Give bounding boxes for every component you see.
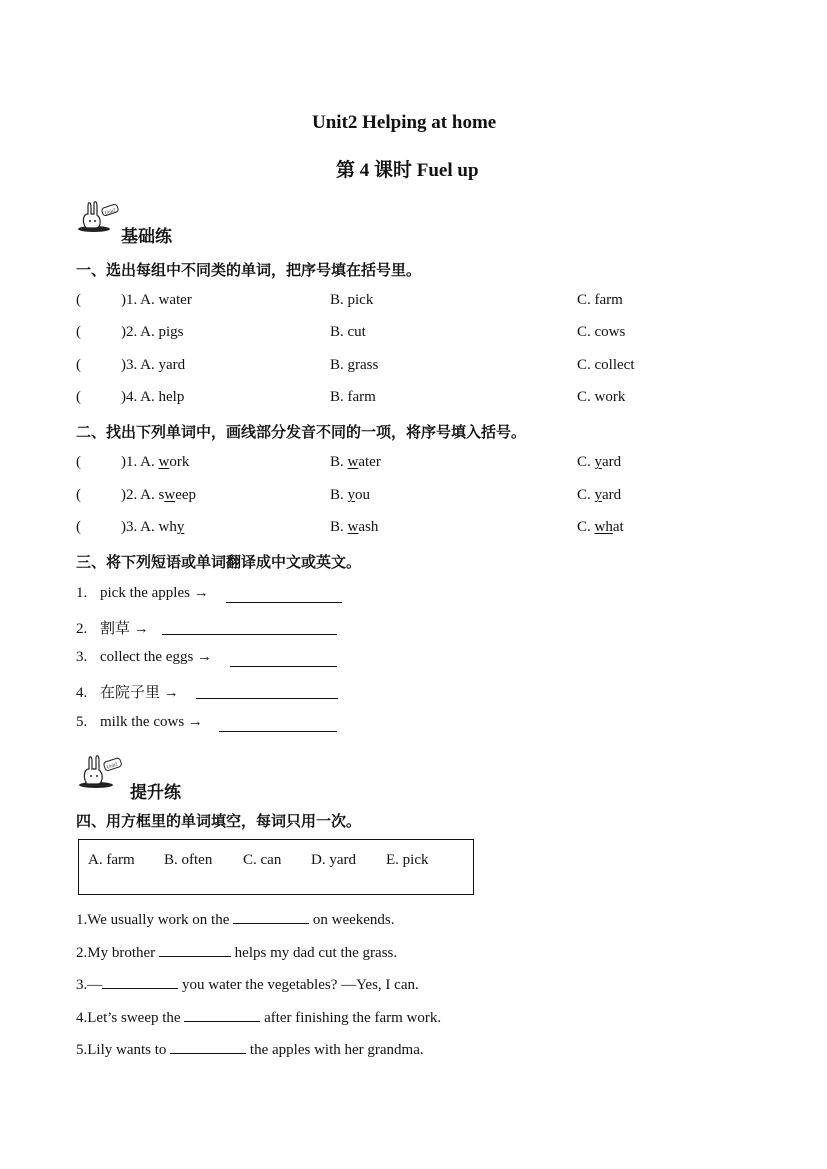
option-a: yard	[158, 357, 186, 373]
option-b: B. grass	[330, 357, 379, 373]
item-number: 5.	[76, 714, 88, 730]
item-number: )3. A.	[121, 357, 159, 373]
word-part: ash	[358, 519, 379, 535]
answer-paren: (	[76, 324, 81, 340]
answer-paren: (	[76, 454, 81, 470]
rabbit-icon	[76, 754, 124, 790]
option-b: B. pick	[330, 292, 374, 308]
item-number: )2. A.	[121, 324, 159, 340]
word-bank-item: E. pick	[386, 852, 429, 868]
list-item	[76, 714, 203, 731]
part1-row	[76, 357, 185, 374]
section-label-advanced: 提升练	[130, 783, 181, 803]
word-part: ater	[358, 454, 381, 470]
answer-paren: (	[76, 357, 81, 373]
word-bank-item: A. farm	[88, 852, 135, 868]
part2-row	[76, 487, 196, 504]
fill-blank[interactable]	[184, 1007, 260, 1022]
option-b	[330, 487, 370, 504]
option-c	[577, 454, 621, 471]
option-c: C. collect	[577, 357, 635, 373]
list-item	[76, 909, 395, 929]
fill-blank[interactable]	[102, 974, 178, 989]
sentence-start: 1.We usually work on the	[76, 912, 230, 928]
part1-row	[76, 389, 184, 406]
item-number: )2. A.	[121, 487, 159, 503]
word-bank-item: B. often	[164, 852, 213, 868]
option-b	[330, 454, 381, 471]
sentence-start: 2.My brother	[76, 945, 156, 961]
answer-line[interactable]	[196, 684, 338, 699]
word-part: B.	[330, 487, 348, 503]
word-part: at	[612, 519, 624, 535]
answer-paren: (	[76, 519, 81, 535]
underlined-letters: w	[164, 487, 176, 503]
answer-line[interactable]	[219, 717, 337, 732]
word-part: wh	[158, 519, 177, 535]
word-part: C.	[577, 454, 595, 470]
word-bank-item: C. can	[243, 852, 282, 868]
option-c	[577, 519, 624, 536]
sentence-end: helps my dad cut the grass.	[234, 945, 398, 961]
item-text: milk the cows →	[100, 714, 203, 730]
sentence-start: 4.Let’s sweep the	[76, 1010, 181, 1026]
underlined-letters: y	[594, 454, 603, 470]
answer-paren: (	[76, 292, 81, 308]
page-title: Unit2 Helping at home	[312, 112, 497, 133]
item-text: 在院子里 →	[100, 685, 179, 701]
sentence-end: the apples with her grandma.	[249, 1042, 424, 1058]
sentence-end: after finishing the farm work.	[264, 1010, 442, 1026]
item-text: 割草 →	[100, 621, 149, 637]
underlined-letters: y	[594, 487, 603, 503]
word-part: s	[158, 487, 165, 503]
section-label-basic: 基础练	[121, 227, 172, 247]
underlined-letters: w	[347, 519, 359, 535]
underlined-letters: y	[347, 487, 356, 503]
item-number: 4.	[76, 685, 88, 701]
item-number: 1.	[76, 585, 88, 601]
word-part: ard	[602, 454, 622, 470]
answer-line[interactable]	[230, 652, 337, 667]
item-number: 3.	[76, 649, 88, 665]
item-text: collect the eggs →	[100, 649, 213, 665]
sentence-start: 3.—	[76, 977, 103, 993]
sentence-start: 5.Lily wants to	[76, 1042, 167, 1058]
underlined-letters: w	[158, 454, 170, 470]
part3-instruction: 三、将下列短语或单词翻译成中文或英文。	[76, 553, 362, 571]
badge-label: Unit2	[104, 208, 117, 217]
word-part: C.	[577, 519, 595, 535]
list-item	[76, 681, 179, 702]
part2-row	[76, 519, 184, 536]
word-part: ork	[169, 454, 190, 470]
part4-instruction: 四、用方框里的单词填空，每词只用一次。	[76, 812, 362, 830]
word-part: B.	[330, 519, 348, 535]
part2-instruction: 二、找出下列单词中，画线部分发音不同的一项，将序号填入括号。	[76, 423, 527, 441]
option-b: B. farm	[330, 389, 376, 405]
answer-paren: (	[76, 487, 81, 503]
word-bank-item: D. yard	[311, 852, 356, 868]
option-b: B. cut	[330, 324, 366, 340]
option-a: water	[158, 292, 192, 308]
item-number: )1. A.	[121, 292, 159, 308]
sentence-end: on weekends.	[312, 912, 395, 928]
option-a: pigs	[158, 324, 184, 340]
list-item	[76, 585, 209, 602]
item-text: pick the apples →	[100, 585, 209, 601]
option-c: C. work	[577, 389, 626, 405]
option-a: help	[158, 389, 185, 405]
option-b	[330, 519, 378, 536]
list-item	[76, 649, 212, 666]
part1-row	[76, 292, 192, 309]
badge-label: Unit2	[106, 762, 119, 771]
list-item	[76, 942, 397, 962]
fill-blank[interactable]	[233, 909, 309, 924]
underlined-letters: y	[176, 519, 185, 535]
list-item	[76, 974, 419, 994]
option-c: C. farm	[577, 292, 623, 308]
word-part: C.	[577, 487, 595, 503]
underlined-letters: wh	[594, 519, 613, 535]
word-part: eep	[175, 487, 197, 503]
part1-row	[76, 324, 184, 341]
rabbit-icon	[76, 200, 120, 234]
option-c: C. cows	[577, 324, 626, 340]
list-item	[76, 617, 149, 638]
word-part: B.	[330, 454, 348, 470]
sentence-end: you water the vegetables? —Yes, I can.	[182, 977, 419, 993]
answer-paren: (	[76, 389, 81, 405]
lesson-subtitle: 第 4 课时 Fuel up	[336, 160, 479, 181]
item-number: )4. A.	[121, 389, 159, 405]
fill-blank[interactable]	[170, 1039, 246, 1054]
answer-line[interactable]	[162, 620, 337, 635]
underlined-letters: w	[347, 454, 359, 470]
word-part: ard	[602, 487, 622, 503]
part2-row	[76, 454, 189, 471]
item-number: 2.	[76, 621, 88, 637]
part1-instruction: 一、选出每组中不同类的单词，把序号填在括号里。	[76, 261, 422, 279]
option-c	[577, 487, 621, 504]
item-number: )3. A.	[121, 519, 159, 535]
item-number: )1. A.	[121, 454, 159, 470]
answer-line[interactable]	[226, 588, 342, 603]
word-part: ou	[355, 487, 371, 503]
list-item	[76, 1039, 424, 1059]
list-item	[76, 1007, 441, 1027]
fill-blank[interactable]	[159, 942, 231, 957]
